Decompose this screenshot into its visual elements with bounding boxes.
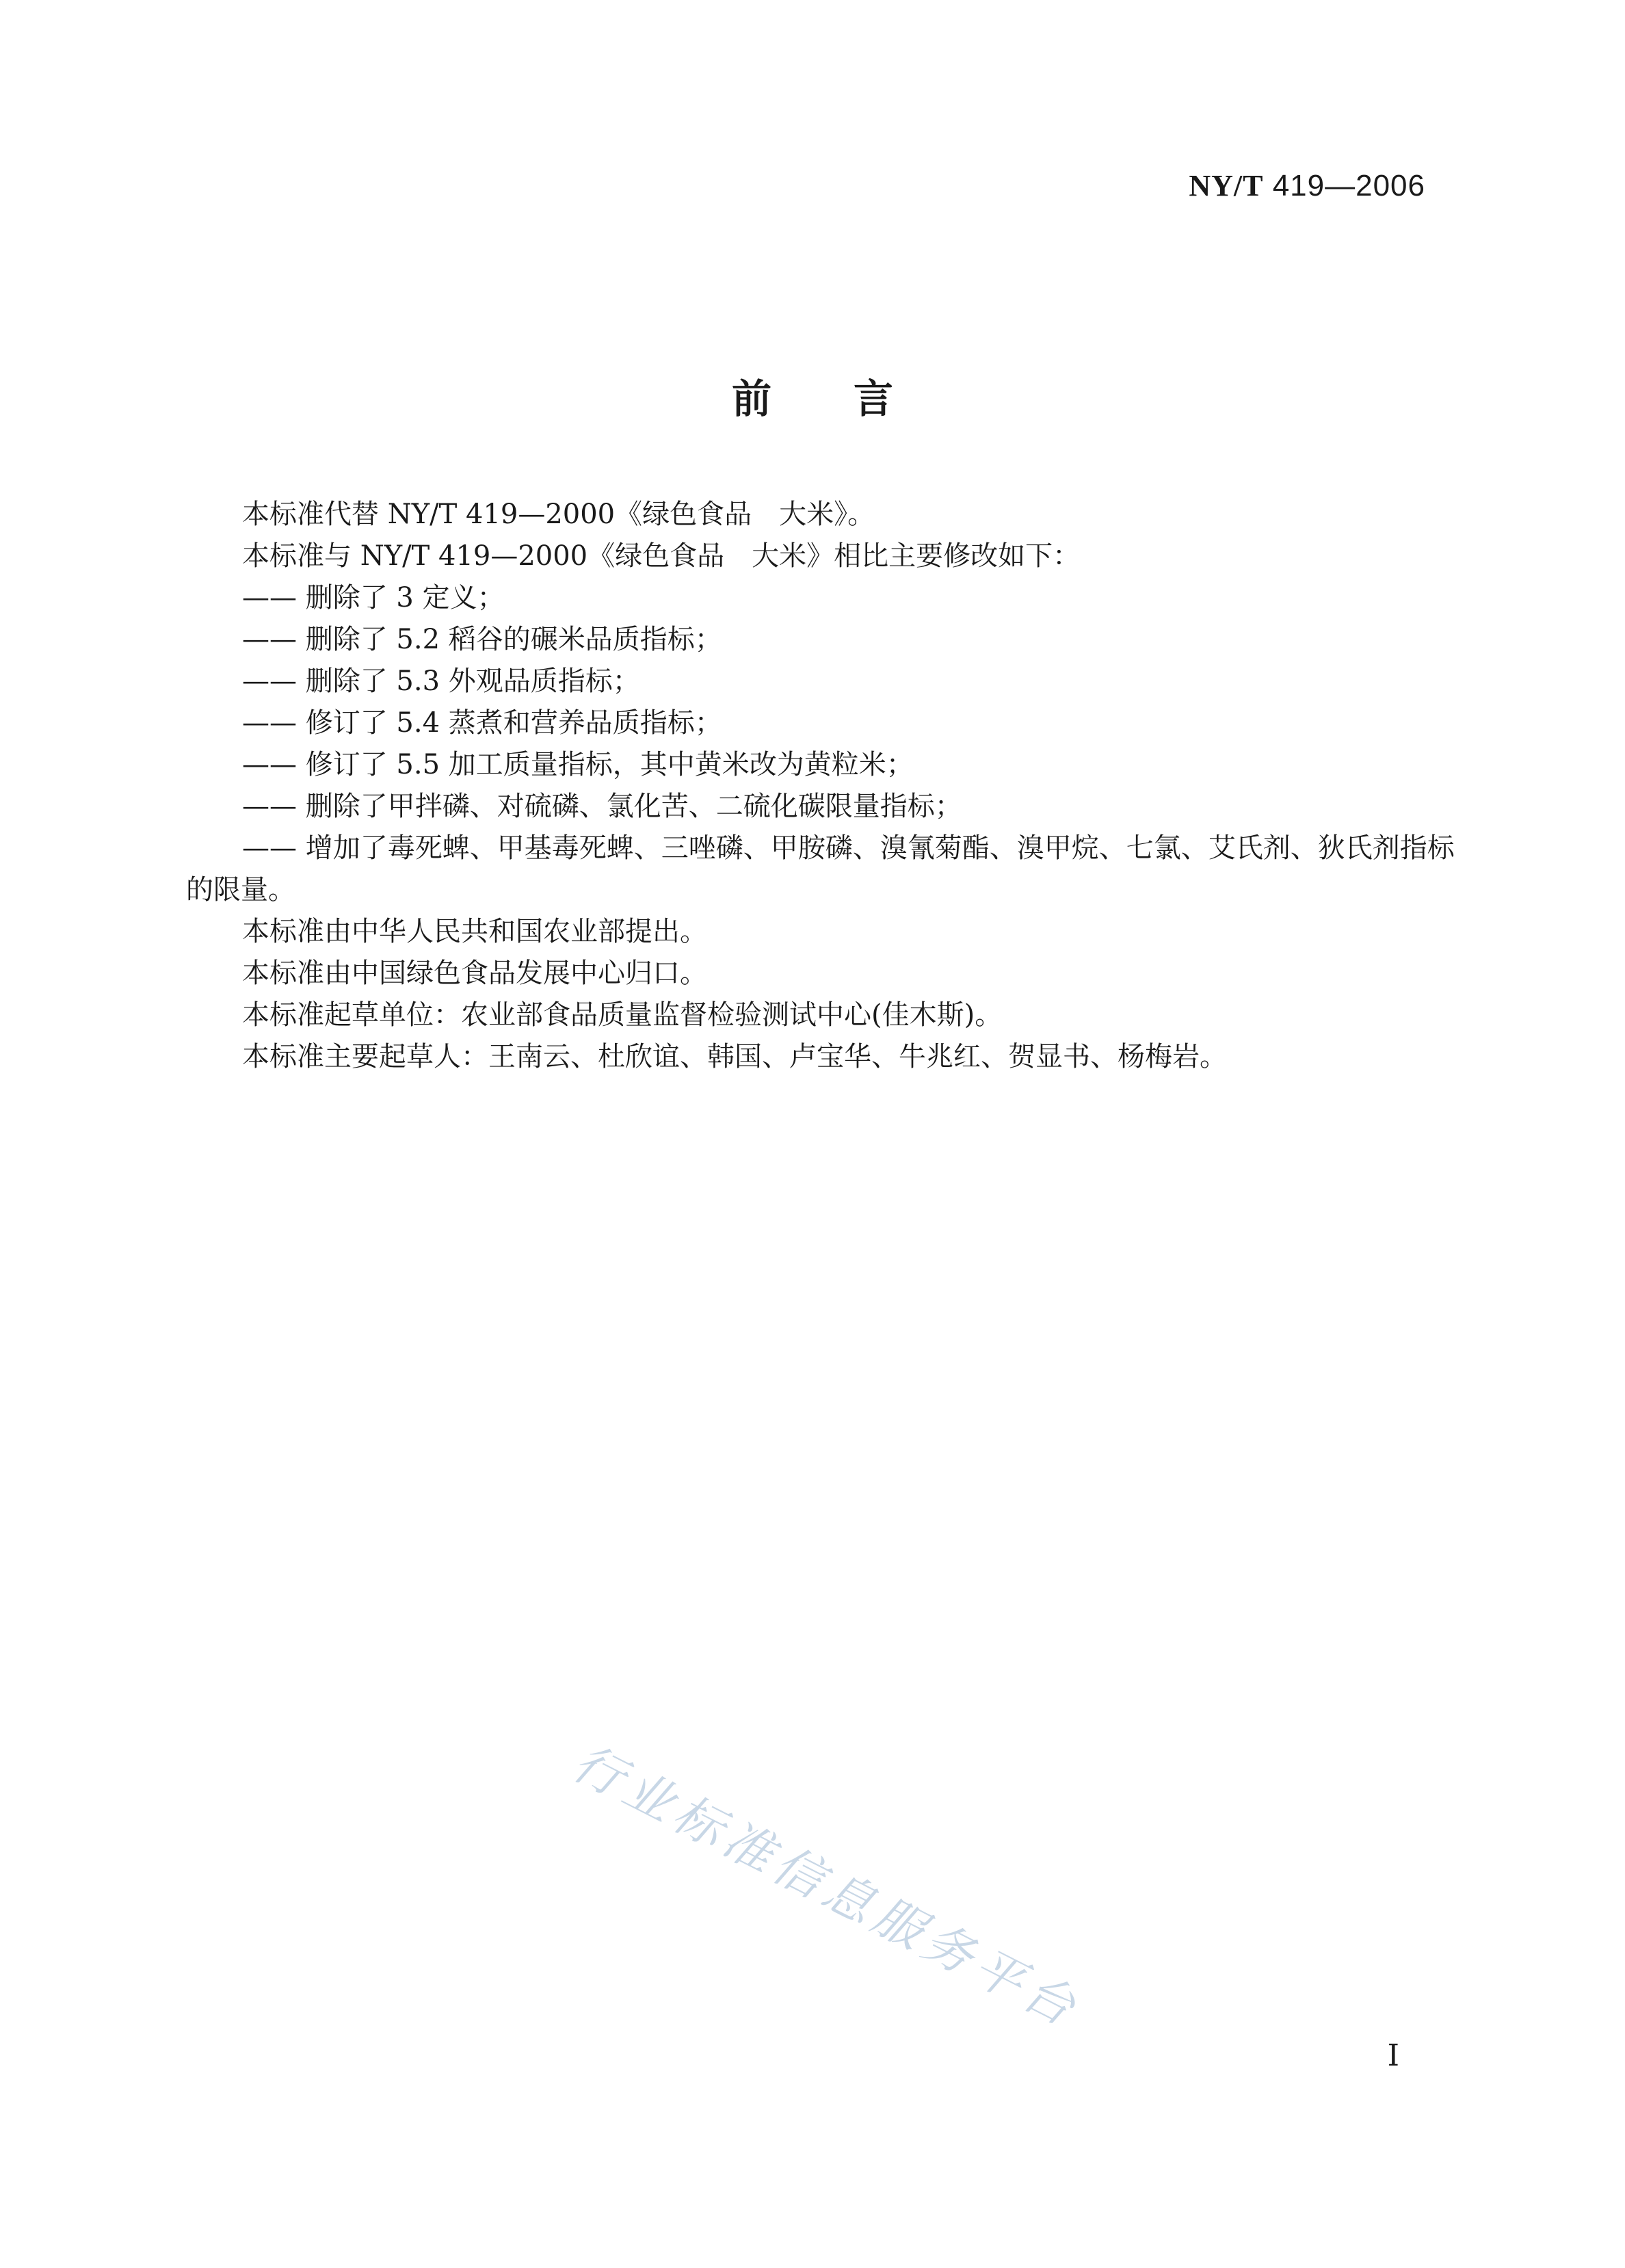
list-item: —— 删除了 5.2 稻谷的碾米品质指标； xyxy=(242,624,722,655)
list-item: —— 修订了 5.4 蒸煮和营养品质指标； xyxy=(242,707,722,739)
document-code xyxy=(1189,168,1425,203)
paragraph-proposer: 本标准由中华人民共和国农业部提出。 xyxy=(242,916,707,947)
list-item: —— 增加了毒死蜱、甲基毒死蜱、三唑磷、甲胺磷、溴氰菊酯、溴甲烷、七氯、艾氏剂、狄氏剂指标的限量。 xyxy=(186,832,1455,906)
paragraph-administrator: 本标准由中国绿色食品发展中心归口。 xyxy=(242,958,707,989)
document-code-number: 419—2006 xyxy=(1272,169,1425,202)
list-item: —— 修订了 5.5 加工质量指标，其中黄米改为黄粒米； xyxy=(242,749,914,780)
document-code-prefix: NY/T xyxy=(1189,169,1264,202)
paragraph-drafters: 本标准主要起草人：王南云、杜欣谊、韩国、卢宝华、牛兆红、贺显书、杨梅岩。 xyxy=(242,1041,1227,1072)
page-title: 前言 xyxy=(731,375,975,422)
list-item: —— 删除了 5.3 外观品质指标； xyxy=(242,665,640,697)
paragraph-replaces: 本标准代替 NY/T 419—2000《绿色食品 大米》。 xyxy=(242,499,875,530)
paragraph-changes-intro: 本标准与 NY/T 419—2000《绿色食品 大米》相比主要修改如下： xyxy=(242,540,1081,572)
list-item: —— 删除了 3 定义； xyxy=(242,582,505,614)
watermark: 行业标准信息服务平台 xyxy=(564,1733,1090,2040)
paragraph-drafting-unit: 本标准起草单位：农业部食品质量监督检验测试中心(佳木斯)。 xyxy=(242,999,1003,1031)
page-number: I xyxy=(1387,2038,1399,2073)
foreword-body xyxy=(186,494,1458,1078)
list-item: —— 删除了甲拌磷、对硫磷、氯化苦、二硫化碳限量指标； xyxy=(242,791,962,822)
